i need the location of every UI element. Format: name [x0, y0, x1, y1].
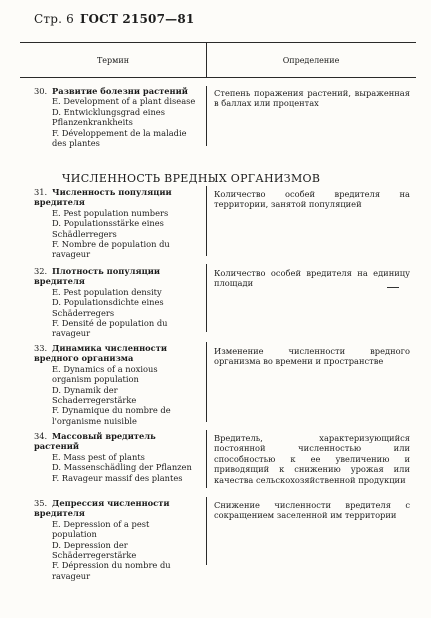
standard-code: ГОСТ 21507—81: [79, 12, 195, 26]
term-ru: Депрессия численности вредителя: [34, 498, 170, 519]
term-en: E. Dynamics of a noxious organism population: [52, 363, 158, 385]
entry-number: 33.: [34, 343, 48, 353]
term-entry-35: [34, 498, 196, 581]
definition-30: Степень поражения растений, выраженная в баллах или процентах: [214, 88, 410, 109]
term-fr: F. Développement de la maladie des plantes: [52, 127, 187, 149]
column-divider-30: [206, 86, 207, 146]
term-ru: Массовый вредитель растений: [34, 431, 156, 452]
term-fr: F. Densité de population du ravageur: [52, 318, 168, 339]
term-entry-34: [34, 431, 196, 483]
definition-34: Вредитель, характеризующийся постоянной численностью или способностью к ее увеличению и приводящий к снижению урожая или качества сельскохозяйственной продукции: [214, 433, 410, 485]
term-ru: Плотность популяции вредителя: [34, 266, 161, 287]
page-header: [34, 12, 194, 26]
table-top-rule: [20, 42, 416, 43]
term-fr: F. Dynamique du nombre de l'organisme nuisible: [52, 405, 171, 426]
term-ru: Численность популяции вредителя: [34, 187, 172, 208]
term-en: E. Pest population numbers: [52, 207, 169, 218]
column-divider-31: [206, 186, 207, 256]
term-entry-30: [34, 86, 196, 148]
column-definition-heading: Определение: [282, 56, 340, 65]
term-en: E. Mass pest of plants: [52, 451, 145, 462]
term-de: D. Populationsstärke eines Schädlerregers: [52, 218, 164, 239]
table-header-rule: [20, 77, 416, 78]
term-en: E. Pest population density: [52, 286, 162, 297]
entry-number: 35.: [34, 498, 48, 508]
column-divider-32: [206, 264, 207, 332]
column-divider-35: [206, 497, 207, 565]
section-title: ЧИСЛЕННОСТЬ ВРЕДНЫХ ОРГАНИЗМОВ: [62, 172, 321, 185]
definition-35: Снижение численности вредителя с сокращением заселенной им территории: [214, 500, 410, 521]
term-entry-32: [34, 266, 196, 339]
term-ru: Динамика численности вредного организма: [34, 343, 168, 364]
entry-number: 32.: [34, 266, 48, 276]
column-term-heading: Термин: [96, 56, 130, 65]
term-fr: F. Nombre de population du ravageur: [52, 239, 170, 260]
term-entry-31: [34, 187, 196, 260]
column-divider-34: [206, 430, 207, 488]
entry-number: 30.: [34, 86, 48, 96]
definition-31: Количество особей вредителя на территории, занятой популяцией: [214, 189, 410, 210]
term-de: D. Depression der Schäderregerstärke: [52, 539, 137, 561]
term-fr: F. Dépression du nombre du ravageur: [52, 560, 171, 581]
term-fr: F. Ravageur massif des plantes: [52, 472, 183, 483]
term-de: D. Dynamik der Schaderregerstärke: [52, 384, 137, 406]
term-de: D. Populationsdichte eines Schäderregers: [52, 297, 164, 318]
margin-mark: [387, 287, 399, 288]
page-number: Стр. 6: [34, 12, 74, 26]
term-en: E. Development of a plant disease: [52, 96, 196, 107]
column-divider-33: [206, 342, 207, 422]
term-de: D. Entwicklungsgrad eines Pflanzenkrankheits: [52, 106, 165, 128]
term-de: D. Massenschädling der Pflanzen: [52, 462, 192, 473]
entry-number: 34.: [34, 431, 48, 441]
term-ru: Развитие болезни растений: [52, 86, 188, 96]
term-entry-33: [34, 343, 196, 426]
entry-number: 31.: [34, 187, 48, 197]
term-en: E. Depression of a pest population: [52, 518, 150, 540]
definition-33: Изменение численности вредного организма во времени и пространстве: [214, 346, 410, 367]
definition-32: Количество особей вредителя на единицу площади: [214, 268, 410, 289]
